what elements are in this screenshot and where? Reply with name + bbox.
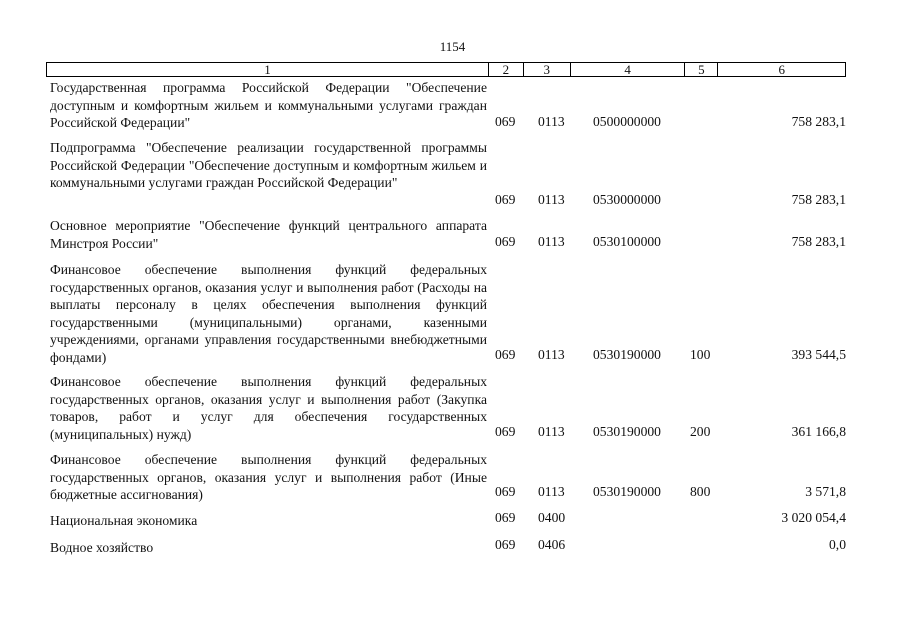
row-section: 0113	[538, 484, 565, 499]
row-section: 0113	[538, 234, 565, 249]
row-amount: 758 283,1	[791, 234, 846, 249]
row-target: 0530000000	[593, 192, 661, 207]
row-amount: 3 020 054,4	[781, 510, 846, 525]
table-row	[46, 217, 846, 252]
row-grbs: 069	[495, 234, 516, 249]
row-amount: 758 283,1	[791, 114, 846, 129]
row-target: 0530100000	[593, 234, 661, 249]
table-row	[46, 451, 846, 503]
table-row	[46, 139, 846, 209]
row-expense: 800	[690, 484, 711, 499]
row-grbs: 069	[495, 484, 516, 499]
table-row	[46, 261, 846, 367]
header-col-5: 5	[685, 63, 718, 76]
row-grbs: 069	[495, 114, 516, 129]
row-section: 0113	[538, 192, 565, 207]
row-grbs: 069	[495, 537, 516, 552]
row-section: 0400	[538, 510, 566, 525]
row-section: 0406	[538, 537, 566, 552]
table-row	[46, 537, 846, 555]
table-row	[46, 79, 846, 131]
row-target: 0500000000	[593, 114, 661, 129]
row-grbs: 069	[495, 424, 516, 439]
row-section: 0113	[538, 424, 565, 439]
row-description: Государственная программа Российской Федерации "Обеспечение доступным и комфортным жильем и коммунальными услугами граждан Российской Федерации"	[50, 80, 487, 131]
row-target: 0530190000	[593, 347, 661, 362]
header-col-4: 4	[571, 63, 686, 76]
row-description: Финансовое обеспечение выполнения функций федеральных государственных органов, оказания услуг и выполнения работ (Закупка товаров, работ и услуг для обеспечения государственных (муниципальных) нужд)	[50, 374, 487, 442]
row-amount: 393 544,5	[791, 347, 846, 362]
header-col-6: 6	[778, 62, 785, 77]
table-header	[46, 62, 846, 77]
table-row	[46, 373, 846, 443]
row-amount: 361 166,8	[791, 424, 846, 439]
header-col-2: 2	[489, 63, 524, 76]
row-description: Национальная экономика	[50, 513, 198, 528]
row-section: 0113	[538, 114, 565, 129]
row-description: Основное мероприятие "Обеспечение функций центрального аппарата Минстроя России"	[50, 218, 487, 251]
row-target: 0530190000	[593, 424, 661, 439]
row-amount: 0,0	[829, 537, 846, 552]
row-target: 0530190000	[593, 484, 661, 499]
header-col-3: 3	[524, 63, 571, 76]
header-col-1: 1	[47, 63, 489, 76]
page-number: 1154	[439, 39, 466, 54]
row-grbs: 069	[495, 510, 516, 525]
row-grbs: 069	[495, 347, 516, 362]
row-description: Финансовое обеспечение выполнения функций федеральных государственных органов, оказания услуг и выполнения работ (Расходы на выплаты персоналу в целях обеспечения выполнения функций государственными (муниципальными) органами, казенными учреждениями, органами управления государственными внебюджетными фондами)	[50, 262, 487, 365]
table-row	[46, 510, 846, 528]
row-expense: 200	[690, 424, 711, 439]
row-expense: 100	[690, 347, 711, 362]
row-section: 0113	[538, 347, 565, 362]
row-description: Подпрограмма "Обеспечение реализации государственной программы Российской Федерации "Обеспечение доступным и комфортным жильем и коммунальными услугами граждан Российской Федерации"	[50, 140, 487, 191]
row-description: Водное хозяйство	[50, 540, 154, 555]
row-grbs: 069	[495, 192, 516, 207]
row-description: Финансовое обеспечение выполнения функций федеральных государственных органов, оказания услуг и выполнения работ (Иные бюджетные ассигнования)	[50, 452, 487, 503]
row-amount: 758 283,1	[791, 192, 846, 207]
row-amount: 3 571,8	[805, 484, 846, 499]
